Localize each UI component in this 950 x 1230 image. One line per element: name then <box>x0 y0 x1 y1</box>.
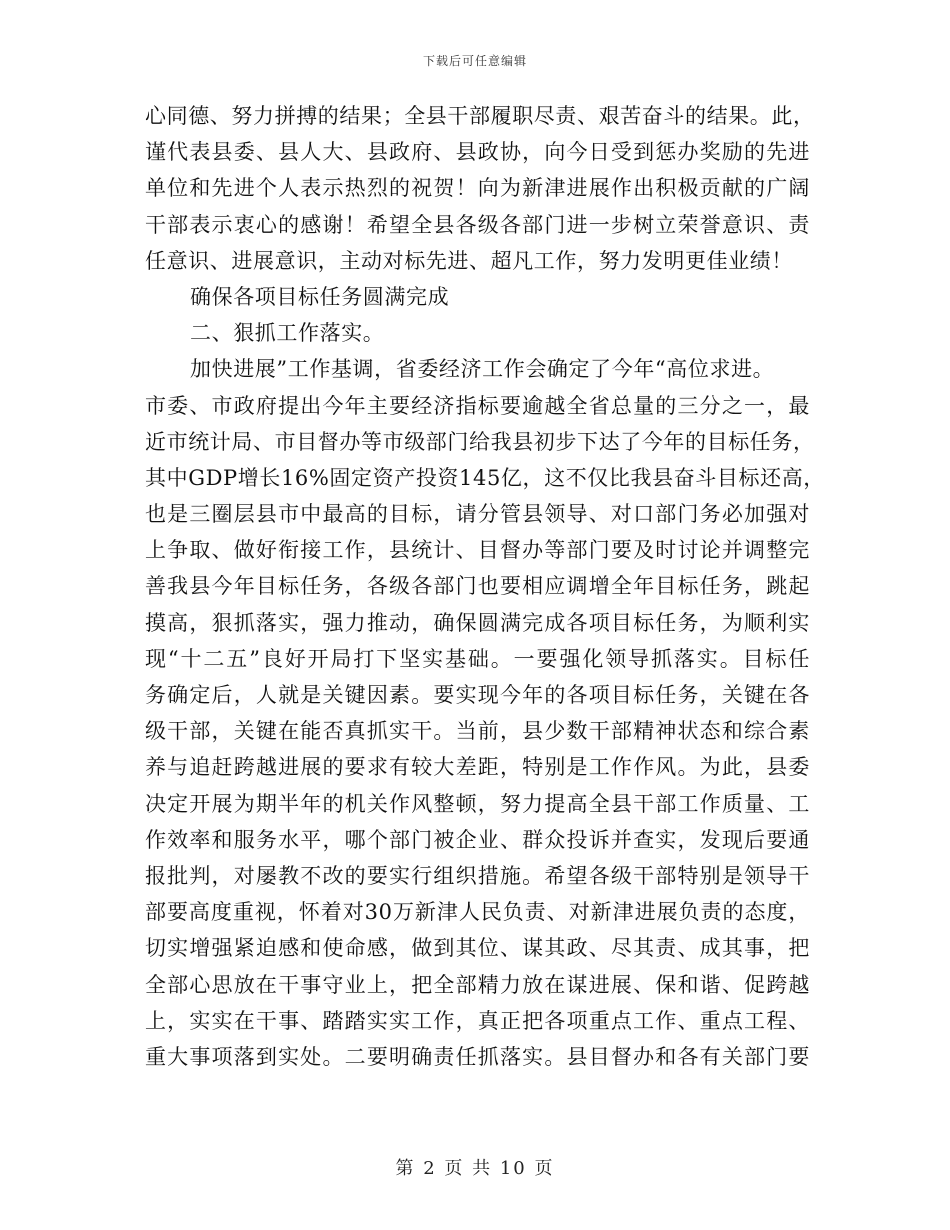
body-line: 养与追赶跨越进展的要求有较大差距，特别是工作作风。为此，县委 <box>145 755 810 780</box>
body-line: 作效率和服务水平，哪个部门被企业、群众投诉并查实，发现后要通 <box>145 827 810 852</box>
body-line: 摸高，狠抓落实，强力推动，确保圆满完成各项目标任务，为顺利实 <box>145 610 810 635</box>
body-line: 部要高度重视，怀着对30万新津人民负责、对新津进展负责的态度， <box>145 900 810 925</box>
body-line: 近市统计局、市目督办等市级部门给我县初步下达了今年的目标任务， <box>145 429 815 454</box>
body-line: 切实增强紧迫感和使命感，做到其位、谋其政、尽其责、成其事，把 <box>145 936 810 961</box>
body-line: 也是三圈层县市中最高的目标，请分管县领导、对口部门务必加强对 <box>145 502 810 527</box>
body-line: 报批判，对屡教不改的要实行组织措施。希望各级干部特别是领导干 <box>145 863 810 888</box>
body-line: 其中GDP增长16%固定资产投资145亿，这不仅比我县奋斗目标还高， <box>145 465 825 490</box>
body-line: 谨代表县委、县人大、县政府、县政协，向今日受到惩办奖励的先进 <box>145 140 810 165</box>
body-line: 现“十二五”良好开局打下坚实基础。一要强化领导抓落实。目标任 <box>145 646 810 671</box>
section-heading: 确保各项目标任务圆满完成 <box>190 284 450 309</box>
body-line: 上争取、做好衔接工作，县统计、目督办等部门要及时讨论并调整完 <box>145 538 810 563</box>
body-line: 上，实实在干事、踏踏实实工作，真正把各项重点工作、重点工程、 <box>145 1008 810 1033</box>
body-line: 善我县今年目标任务，各级各部门也要相应调增全年目标任务，跳起 <box>145 574 810 599</box>
body-line: 心同德、努力拼搏的结果；全县干部履职尽责、艰苦奋斗的结果。此， <box>145 104 815 128</box>
body-line: 干部表示衷心的感谢！希望全县各级各部门进一步树立荣誉意识、责 <box>145 212 810 237</box>
document-body <box>145 98 825 1075</box>
body-line: 重大事项落到实处。二要明确责任抓落实。县目督办和各有关部门要 <box>145 1044 810 1069</box>
body-line: 任意识、进展意识，主动对标先进、超凡工作，努力发明更佳业绩！ <box>145 248 793 273</box>
body-line: 加快进展”工作基调，省委经济工作会确定了今年“高位求进。 <box>190 357 775 382</box>
body-line: 决定开展为期半年的机关作风整顿，努力提高全县干部工作质量、工 <box>145 791 810 816</box>
body-line: 级干部，关键在能否真抓实干。当前，县少数干部精神状态和综合素 <box>145 719 810 744</box>
body-line: 全部心思放在干事守业上，把全部精力放在谋进展、保和谐、促跨越 <box>145 972 810 997</box>
page-number-footer: 第 2 页 共 10 页 <box>395 1158 555 1179</box>
body-line: 市委、市政府提出今年主要经济指标要逾越全省总量的三分之一，最 <box>145 393 810 418</box>
body-line: 务确定后，人就是关键因素。要实现今年的各项目标任务，关键在各 <box>145 683 810 707</box>
section-heading: 二、狠抓工作落实。 <box>190 321 385 346</box>
page-header: 下载后可任意编辑 <box>422 54 527 68</box>
body-line: 单位和先进个人表示热烈的祝贺！向为新津进展作出积极贡献的广阔 <box>145 176 810 201</box>
